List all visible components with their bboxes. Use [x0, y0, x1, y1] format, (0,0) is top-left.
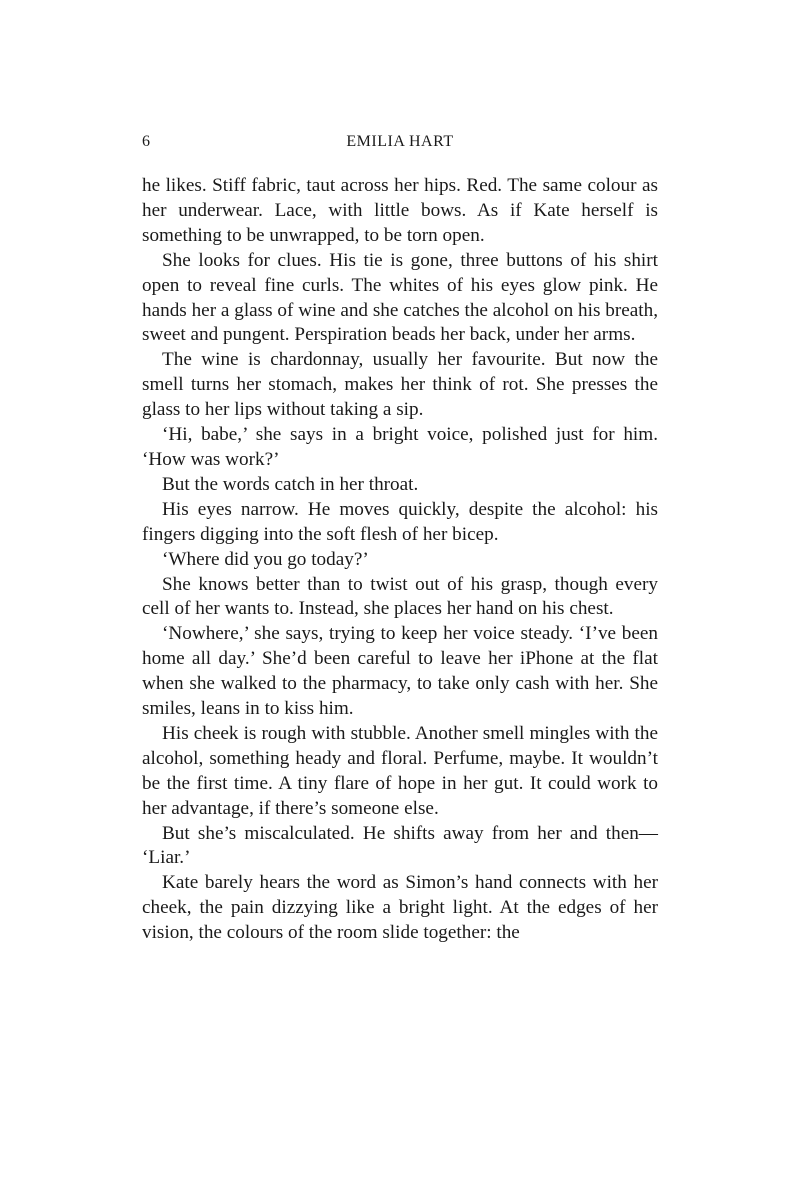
- paragraph: She knows better than to twist out of his grasp, though every cell of her wants to. Instead, she places her hand on his chest.: [142, 573, 658, 620]
- paragraph: His cheek is rough with stubble. Another smell mingles with the alcohol, something heady and floral. Perfume, maybe. It wouldn’t be the first time. A tiny flare of hope in her gut. It could work to her advantage, if there’s someone else.: [142, 722, 658, 819]
- paragraph: But she’s miscalculated. He shifts away from her and then— ‘Liar.’: [142, 822, 658, 869]
- paragraph: Kate barely hears the word as Simon’s hand connects with her cheek, the pain dizzying like a bright light. At the edges of her vision, the colours of the room slide together: the: [142, 872, 658, 944]
- paragraph: His eyes narrow. He moves quickly, despite the alcohol: his fingers digging into the soft flesh of her bicep.: [142, 498, 658, 545]
- paragraph: ‘Where did you go today?’: [162, 548, 369, 570]
- paragraph: ‘Nowhere,’ she says, trying to keep her voice steady. ‘I’ve been home all day.’ She’d been careful to leave her iPhone at the flat when she walked to the pharmacy, to take only cash with her. She smiles, leans in to kiss him.: [142, 623, 658, 720]
- paragraph: She looks for clues. His tie is gone, three buttons of his shirt open to reveal fine curls. The whites of his eyes glow pink. He hands her a glass of wine and she catches the alcohol on his breath, sweet and pungent. Perspiration beads her back, under her arms.: [142, 249, 658, 346]
- body-text: [142, 174, 658, 946]
- paragraph: But the words catch in her throat.: [162, 473, 419, 495]
- running-head: [142, 131, 658, 153]
- paragraph: he likes. Stiff fabric, taut across her hips. Red. The same colour as her underwear. Lace, with little bows. As if Kate herself is something to be unwrapped, to be torn open.: [142, 175, 658, 246]
- paragraph: The wine is chardonnay, usually her favourite. But now the smell turns her stomach, makes her think of rot. She presses the glass to her lips without taking a sip.: [142, 349, 658, 421]
- page-number: 6: [142, 133, 150, 150]
- running-title: EMILIA HART: [346, 133, 454, 150]
- paragraph: ‘Hi, babe,’ she says in a bright voice, polished just for him. ‘How was work?’: [142, 424, 658, 470]
- book-page: [142, 0, 658, 1178]
